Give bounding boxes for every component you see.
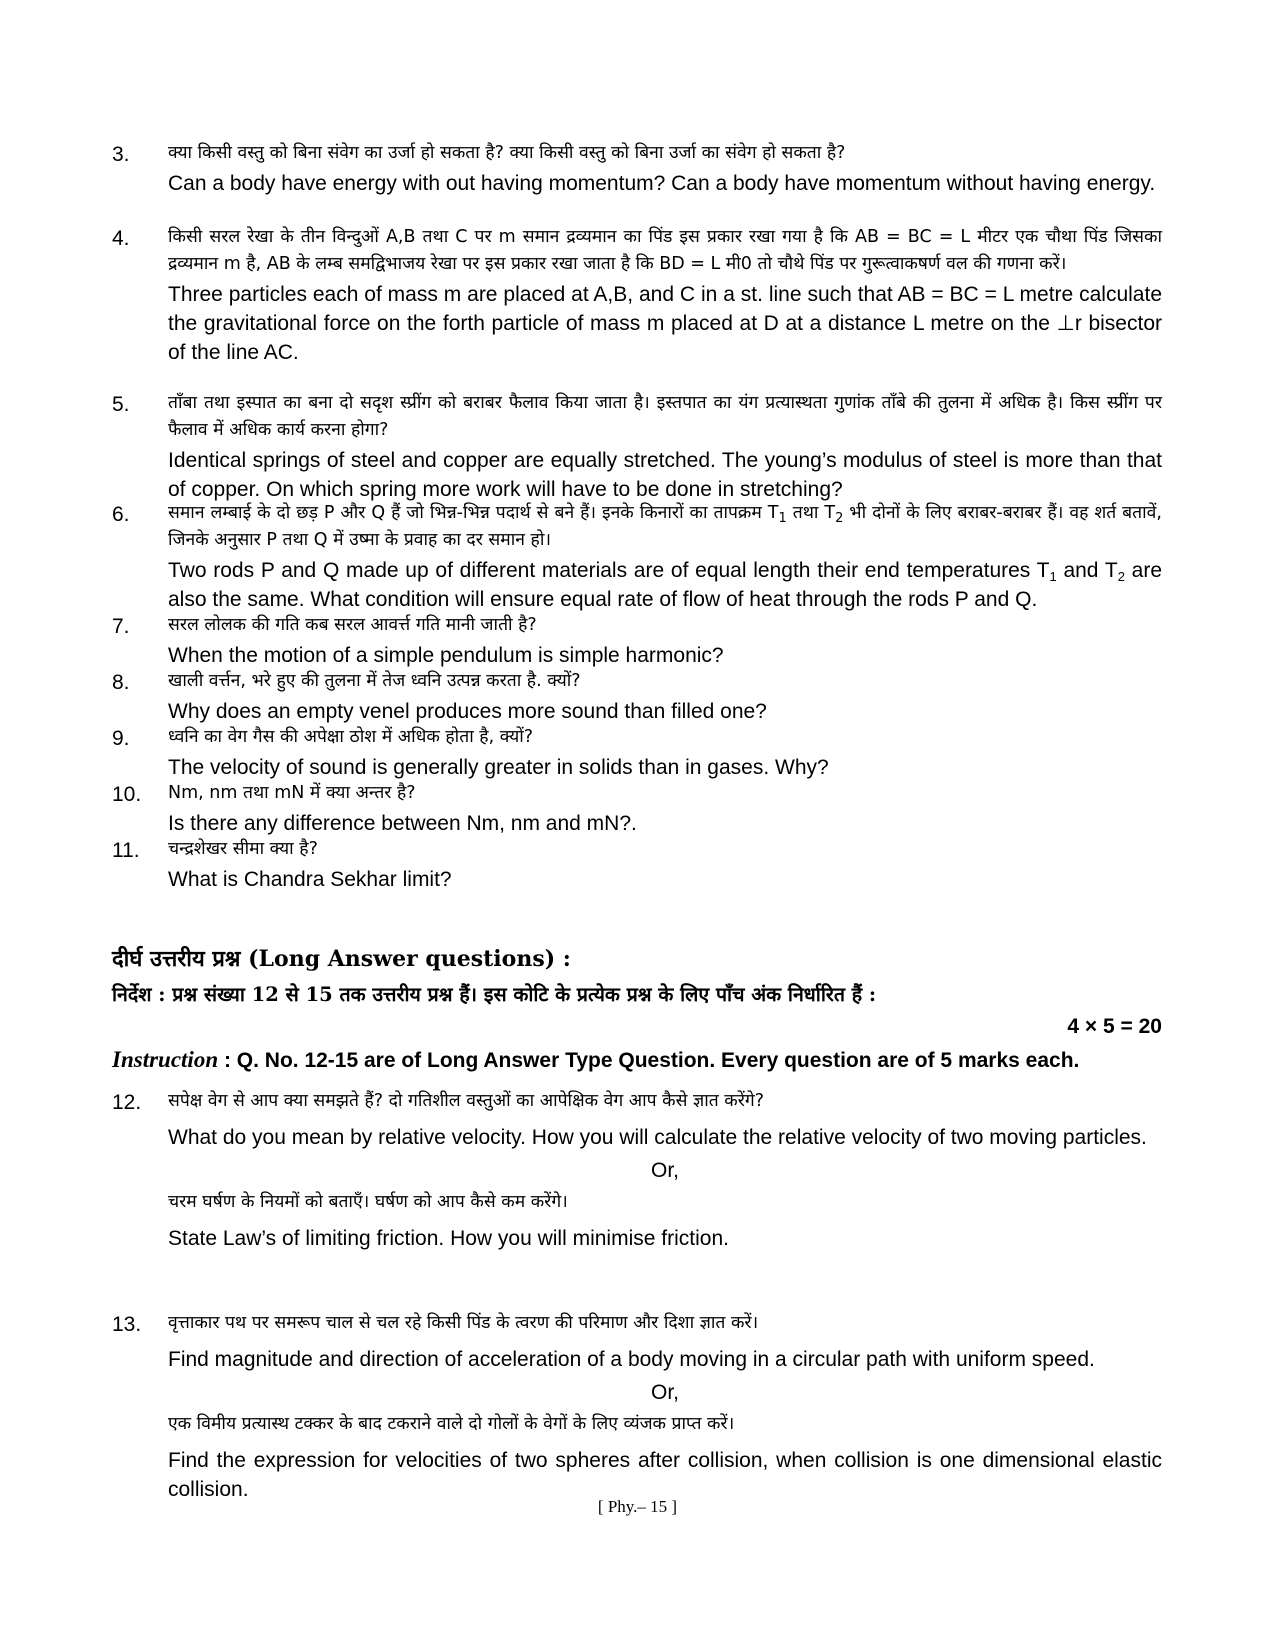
section-title: दीर्घ उत्तरीय प्रश्न (Long Answer questions) :: [112, 946, 571, 972]
question-text-english: Find magnitude and direction of acceleration of a body moving in a circular path with uniform speed.: [168, 1348, 1095, 1371]
question-number: 6.: [112, 503, 130, 526]
question-text-english: The velocity of sound is generally greater in solids than in gases. Why?: [168, 756, 829, 779]
question-text-english: Can a body have energy with out having momentum? Can a body have momentum without having energy.: [168, 172, 1156, 195]
question-5: [112, 390, 1162, 504]
question-4: [112, 224, 1162, 367]
question-number: 13.: [112, 1313, 142, 1336]
question-number: 7.: [112, 615, 130, 638]
question-number: 12.: [112, 1091, 142, 1114]
question-text-hindi: सपेक्ष वेग से आप क्या समझते हैं? दो गतिशील वस्तुओं का आपेक्षिक वेग आप कैसे ज्ञात करेंगे?: [168, 1091, 765, 1111]
question-number: 11.: [112, 839, 140, 862]
or-separator: Or,: [650, 1381, 679, 1404]
question-text-english: What do you mean by relative velocity. How you will calculate the relative velocity of two moving particles.: [168, 1126, 1147, 1149]
question-text-hindi: खाली वर्त्तन, भरे हुए की तुलना में तेज ध्वनि उत्पन्न करता है. क्यों?: [168, 671, 581, 691]
question-6: [112, 500, 1162, 614]
question-text-english: When the motion of a simple pendulum is simple harmonic?: [168, 644, 724, 667]
question-number: 9.: [112, 727, 130, 750]
question-text-hindi: ताँबा तथा इस्पात का बना दो सदृश स्प्रींग को बराबर फैलाव किया जाता है। इस्तपात का यंग प्रत्यास्थता गुणांक ताँबे की तुलना में अधिक है। किस स्प्रींग पर फैलाव में अधिक कार्य करना होगा?: [168, 393, 1162, 440]
question-number: 3.: [112, 143, 130, 166]
question-text-english: Identical springs of steel and copper are equally stretched. The young’s modulus of steel is more than that of copper. On which spring more work will have to be done in stretching?: [168, 449, 1162, 501]
question-text-hindi: ध्वनि का वेग गैस की अपेक्षा ठोश में अधिक होता है, क्यों?: [168, 727, 534, 747]
section-marks: 4 × 5 = 20: [1067, 1015, 1162, 1038]
question-text-hindi: क्या किसी वस्तु को बिना संवेग का उर्जा हो सकता है? क्या किसी वस्तु को बिना उर्जा का संवेग हो सकता है?: [168, 143, 846, 163]
question-number: 8.: [112, 671, 130, 694]
question-text-english: Is there any difference between Nm, nm and mN?.: [168, 812, 637, 835]
question-number: 5.: [112, 393, 130, 416]
question-13: [112, 1310, 1162, 1504]
or-separator: Or,: [650, 1159, 679, 1182]
instruction-text: : Q. No. 12-15 are of Long Answer Type Question. Every question are of 5 marks each.: [223, 1049, 1080, 1072]
page-footer: [ Phy.– 15 ]: [597, 1497, 678, 1516]
question-text-hindi: Nm, nm तथा mN में क्या अन्तर है?: [168, 783, 416, 803]
alternate-text-english: State Law’s of limiting friction. How you will minimise friction.: [168, 1227, 729, 1250]
question-text-english: What is Chandra Sekhar limit?: [168, 868, 452, 891]
question-text-hindi: समान लम्बाई के दो छड़ P और Q हैं जो भिन्न-भिन्न पदार्थ से बने हैं। इनके किनारों का तापक्रम $T_1$ तथा $T_2$ भी दोनों के लिए बराबर-बराबर हैं। वह शर्त बतावें, जिनके अनुसार P तथा Q में उष्मा के प्रवाह का दर समान हो।: [168, 503, 1162, 550]
question-text-hindi: वृत्ताकार पथ पर समरूप चाल से चल रहे किसी पिंड के त्वरण की परिमाण और दिशा ज्ञात करें।: [168, 1313, 759, 1333]
question-text-hindi: सरल लोलक की गति कब सरल आवर्त्त गति मानी जाती है?: [168, 615, 537, 635]
question-text-english: Three particles each of mass m are placed at A,B, and C in a st. line such that AB = BC = L metre calculate the gravitational force on the forth particle of mass m placed at D at a distance L metre on the ⊥r bisector of the line AC.: [168, 283, 1162, 364]
question-number: 10.: [112, 783, 142, 806]
question-10: [112, 780, 1162, 838]
alternate-text-hindi: एक विमीय प्रत्यास्थ टक्कर के बाद टकराने वाले दो गोलों के वेगों के लिए व्यंजक प्राप्त करें।: [168, 1414, 735, 1434]
question-3: [112, 140, 1162, 198]
question-text-english: Why does an empty venel produces more sound than filled one?: [168, 700, 767, 723]
question-8: [112, 668, 1162, 726]
question-text-english: Two rods P and Q made up of different materials are of equal length their end temperatures $T_1$ and $T_2$ are also the same. What condition will ensure equal rate of flow of heat through the rods P and Q.: [168, 559, 1163, 611]
question-11: [112, 836, 1162, 894]
question-12: [112, 1088, 1162, 1253]
question-7: [112, 612, 1162, 670]
instruction-label: Instruction: [112, 1047, 219, 1072]
question-text-hindi: चन्द्रशेखर सीमा क्या है?: [168, 839, 318, 859]
section-direction: निर्देश : प्रश्न संख्या 12 से 15 तक उत्तरीय प्रश्न हैं। इस कोटि के प्रत्येक प्रश्न के लिए पाँच अंक निर्धारित हैं :: [112, 983, 877, 1006]
alternate-text-english: Find the expression for velocities of two spheres after collision, when collision is one dimensional elastic collision.: [168, 1449, 1162, 1501]
section-instruction: [112, 1045, 1172, 1076]
alternate-text-hindi: चरम घर्षण के नियमों को बताएँ। घर्षण को आप कैसे कम करेंगे।: [168, 1192, 568, 1212]
question-9: [112, 724, 1162, 782]
question-number: 4.: [112, 227, 130, 250]
question-text-hindi: किसी सरल रेखा के तीन विन्दुओं A,B तथा C पर m समान द्रव्यमान का पिंड इस प्रकार रखा गया है कि AB = BC = L मीटर एक चौथा पिंड जिसका द्रव्यमान m है, AB के लम्ब समद्विभाजय रेखा पर इस प्रकार रखा जाता है कि BD = L मी0 तो चौथे पिंड पर गुरूत्वाकषर्ण वल की गणना करें।: [168, 227, 1162, 274]
